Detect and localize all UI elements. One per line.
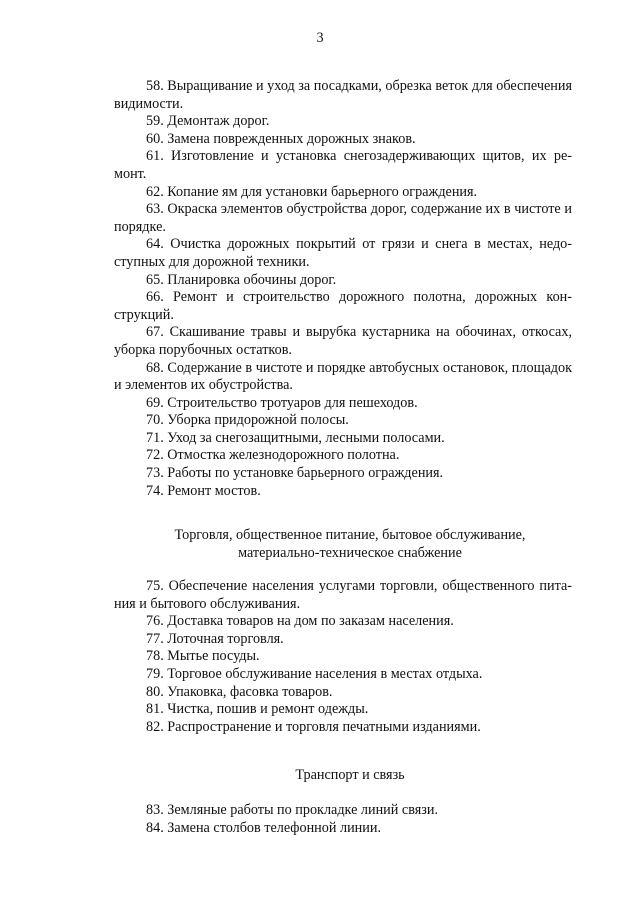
section-heading-trade (70, 527, 630, 562)
list-item: 59. Демонтаж дорог. (146, 113, 270, 130)
list-item: 66. Ремонт и строительство дорожного полотна, дорожных конструкций. (114, 289, 572, 323)
list-item: 70. Уборка придорожной полосы. (146, 412, 349, 429)
list-item: 75. Обеспечение населения услугами торговли, общественного питания и бытового обслуживания. (114, 578, 572, 612)
section-heading-line: материально-техническое снабжение (238, 544, 462, 561)
list-item: 61. Изготовление и установка снегозадерживающих щитов, их ремонт. (114, 148, 572, 182)
section-heading-transport (70, 767, 630, 785)
list-item: 63. Окраска элементов обустройства дорог, содержание их в чистоте и порядке. (114, 201, 572, 235)
section-heading-line: Торговля, общественное питание, бытовое обслуживание, (174, 527, 526, 543)
list-item: 81. Чистка, пошив и ремонт одежды. (146, 701, 369, 718)
list-item: 72. Отмостка железнодорожного полотна. (146, 447, 400, 464)
list-item: 71. Уход за снегозащитными, лесными полосами. (146, 429, 445, 446)
list-item: 68. Содержание в чистоте и порядке автобусных остановок, площадок и элементов их обустройства. (114, 359, 572, 394)
list-item: 62. Копание ям для установки барьерного ограждения. (146, 183, 478, 200)
list-item: 84. Замена столбов телефонной линии. (146, 819, 382, 836)
list-item: 73. Работы по установке барьерного ограждения. (146, 465, 444, 482)
list-section-trade (114, 578, 572, 736)
list-item: 65. Планировка обочины дорог. (146, 271, 337, 288)
list-section-transport (114, 802, 572, 837)
list-item: 79. Торговое обслуживание населения в местах отдыха. (146, 665, 483, 682)
list-item: 82. Распространение и торговля печатными изданиями. (146, 718, 481, 735)
list-item: 69. Строительство тротуаров для пешеходов. (146, 394, 418, 411)
list-item: 60. Замена поврежденных дорожных знаков. (146, 130, 416, 147)
section-heading-line: Транспорт и связь (295, 767, 405, 783)
list-item: 77. Лоточная торговля. (146, 630, 284, 647)
list-section-roads (114, 78, 572, 500)
list-item: 74. Ремонт мостов. (146, 482, 261, 499)
list-item: 78. Мытье посуды. (146, 648, 260, 665)
list-item: 64. Очистка дорожных покрытий от грязи и снега в местах, недоступных для дорожной техники. (114, 236, 572, 270)
list-item: 67. Скашивание травы и вырубка кустарника на обочинах, откосах, уборка порубочных остатков. (114, 324, 572, 358)
list-item: 80. Упаковка, фасовка товаров. (146, 683, 333, 700)
page-number: 3 (316, 30, 324, 46)
list-item: 76. Доставка товаров на дом по заказам населения. (146, 613, 454, 630)
list-item: 83. Земляные работы по прокладке линий связи. (146, 802, 438, 818)
list-item: 58. Выращивание и уход за посадками, обрезка веток для обеспечения видимости. (114, 78, 572, 112)
